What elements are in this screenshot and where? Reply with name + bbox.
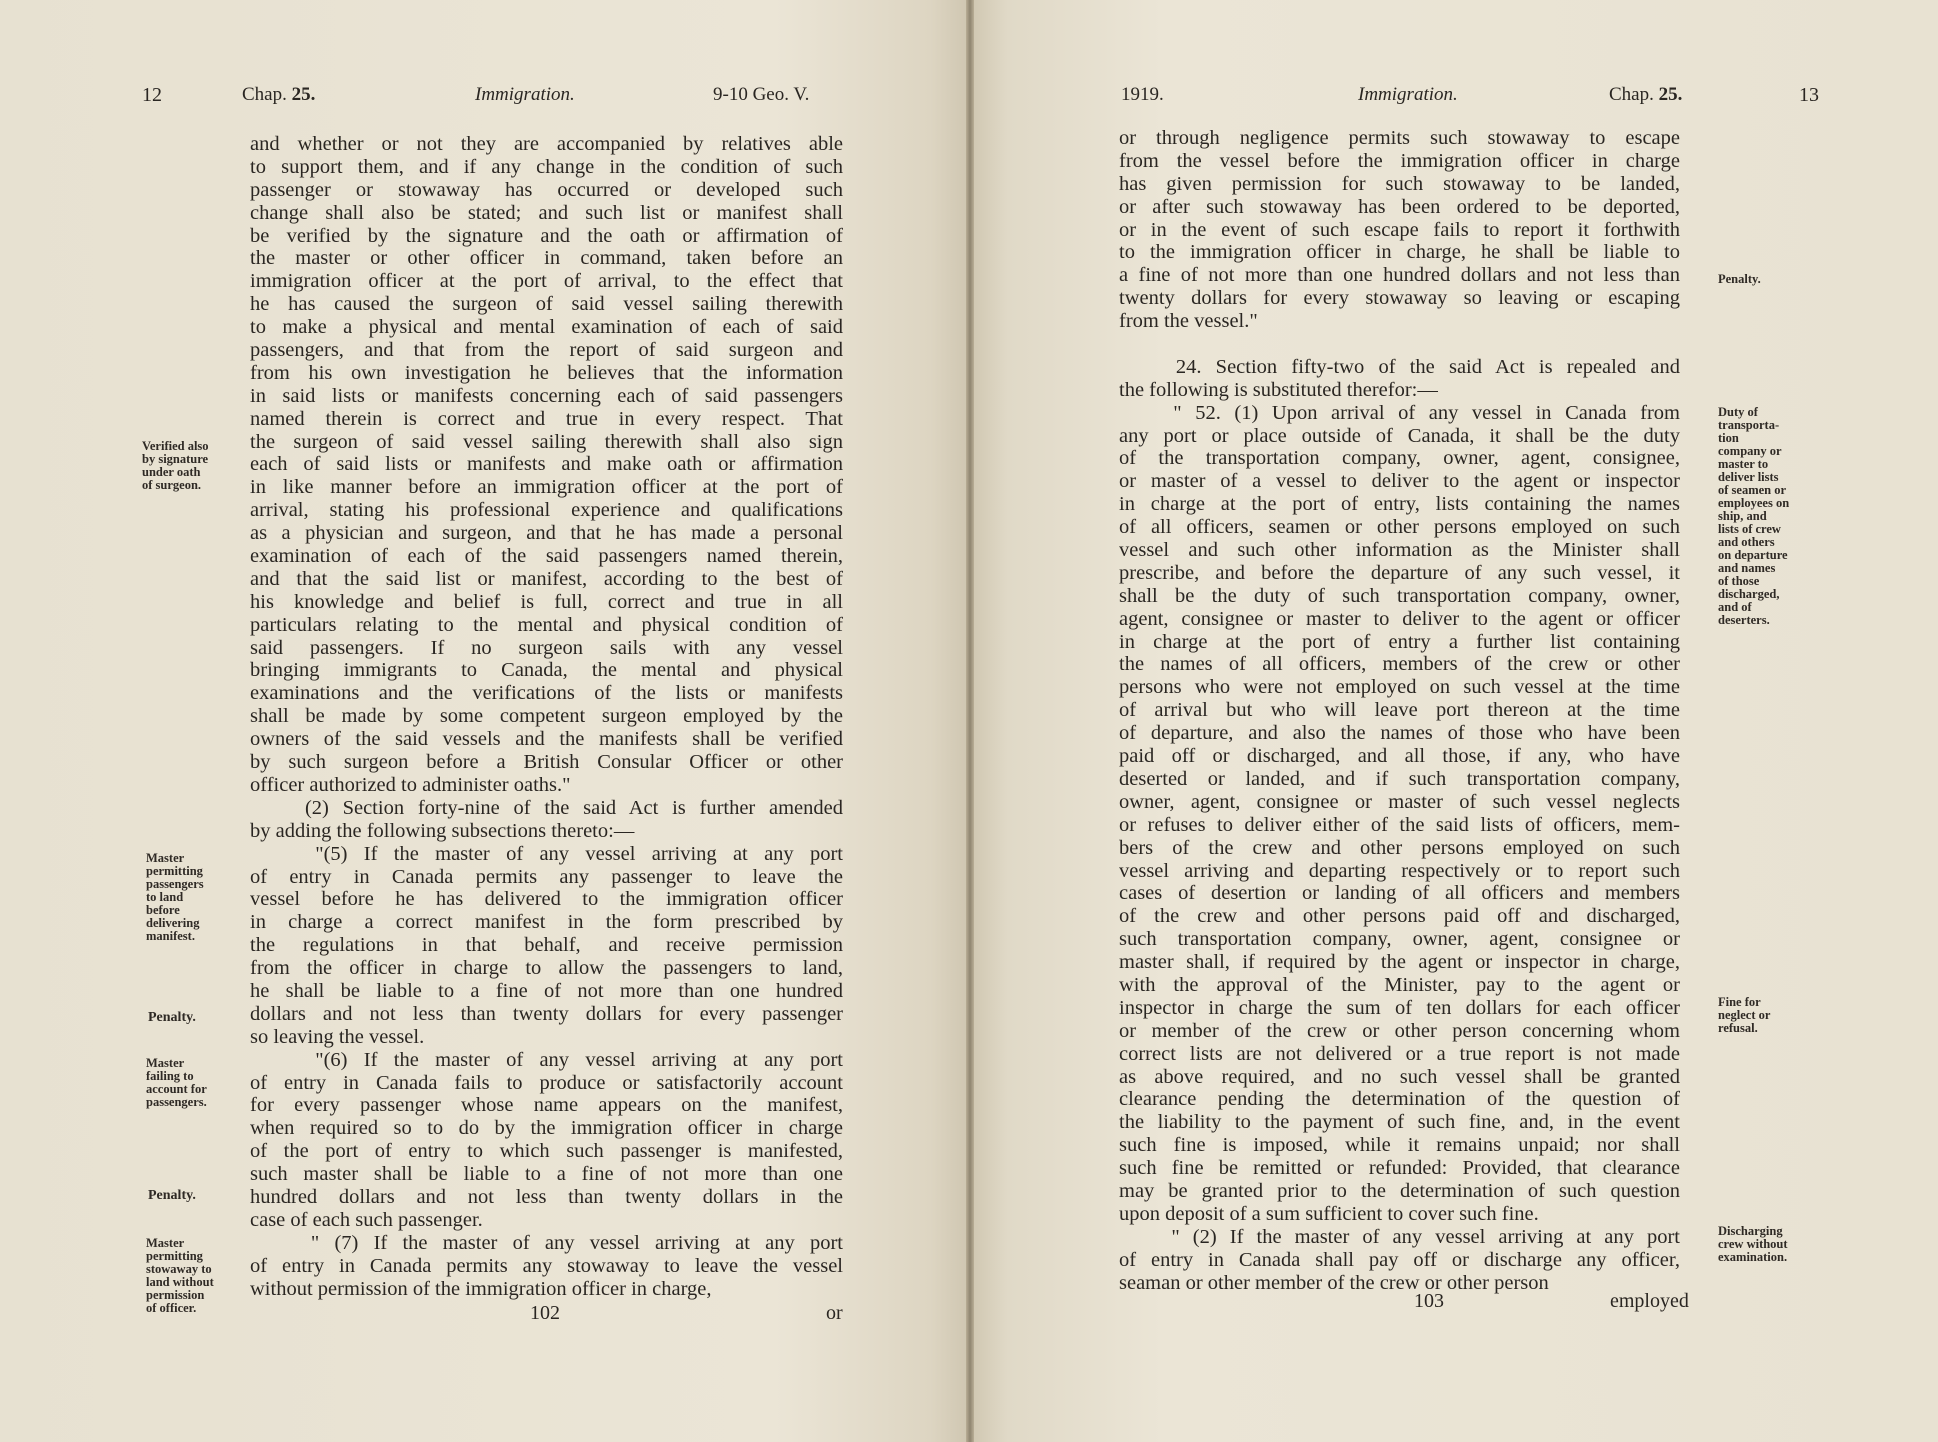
text-line: or in the event of such escape fails to report it forthwith	[1119, 218, 1680, 241]
text-line: master shall, if required by the agent or inspector in charge,	[1119, 951, 1680, 974]
side-note-line: deserters.	[1718, 613, 1770, 627]
side-note-line: Penalty.	[148, 1010, 196, 1025]
side-note-line: Discharging	[1718, 1224, 1783, 1238]
text-line: "(5) If the master of any vessel arriving at any port	[250, 842, 843, 865]
side-note-line: of seamen or	[1718, 483, 1787, 497]
side-note-line: ship, and	[1718, 509, 1767, 523]
text-line: or master of a vessel to deliver to the agent or inspector	[1119, 470, 1680, 493]
side-note-penalty-right	[1718, 273, 1761, 286]
side-note-line: discharged,	[1718, 587, 1780, 601]
text-line: any port or place outside of Canada, it shall be the duty	[1119, 424, 1680, 447]
text-line: seaman or other member of the crew or other person	[1119, 1271, 1549, 1294]
right-page	[969, 0, 1938, 1442]
text-line: of departure, and also the names of those who have been	[1119, 722, 1680, 745]
side-note-line: permission	[146, 1288, 205, 1302]
right-year: 1919.	[1121, 84, 1164, 105]
text-line: or after such stowaway has been ordered to be deported,	[1119, 195, 1680, 218]
text-line: clearance pending the determination of the question of	[1119, 1088, 1680, 1111]
text-line: has given permission for such stowaway to be landed,	[1119, 172, 1680, 195]
side-note-master-failing	[146, 1057, 207, 1109]
text-line: or through negligence permits such stowaway to escape	[1119, 127, 1680, 149]
text-line: may be granted prior to the determination of such question	[1119, 1179, 1680, 1202]
text-line: the liability to the payment of such fine, and, in the event	[1119, 1111, 1680, 1134]
side-note-verified	[142, 440, 209, 492]
text-line: vessel arriving and departing respectively or to report such	[1119, 859, 1680, 882]
text-line: of the transportation company, owner, agent, consignee,	[1119, 447, 1680, 470]
right-running-title: Immigration.	[1358, 84, 1458, 105]
text-line: he shall be liable to a fine of not more than one hundred	[250, 979, 843, 1002]
text-line: twenty dollars for every stowaway so leaving or escaping	[1119, 287, 1680, 310]
text-line: in like manner before an immigration officer at the port of	[250, 476, 843, 499]
side-note-line: stowaway to	[146, 1262, 212, 1276]
side-note-line: transporta-	[1718, 418, 1780, 432]
text-line: such fine is imposed, while it remains unpaid; nor shall	[1119, 1134, 1680, 1157]
text-line: prescribe, and before the departure of any such vessel, it	[1119, 561, 1680, 584]
side-note-line: before	[146, 903, 180, 917]
text-line: and whether or not they are accompanied by relatives able	[250, 133, 843, 155]
text-line: said passengers. If no surgeon sails with any vessel	[250, 636, 843, 659]
text-line: in charge at the port of entry a further list containing	[1119, 630, 1680, 653]
side-note-line: account for	[146, 1082, 207, 1096]
text-line: bringing immigrants to Canada, the mental and physical	[250, 659, 843, 682]
text-line: vessel before he has delivered to the immigration officer	[250, 888, 843, 911]
text-line: be verified by the signature and the oath or affirmation of	[250, 224, 843, 247]
book-gutter	[966, 0, 974, 1442]
side-note-line: examination.	[1718, 1250, 1788, 1264]
text-line: inspector in charge the sum of ten dollars for each officer	[1119, 996, 1680, 1019]
side-note-line: and names	[1718, 561, 1776, 575]
text-line: owners of the said vessels and the manifests shall be verified	[250, 728, 843, 751]
side-note-line: Master	[146, 1236, 185, 1250]
text-line: without permission of the immigration officer in charge,	[250, 1277, 712, 1300]
text-line: of entry in Canada shall pay off or discharge any officer,	[1119, 1248, 1680, 1271]
text-line: examination of each of the said passengers named therein,	[250, 545, 843, 568]
side-note-line: master to	[1718, 457, 1769, 471]
side-note-line: lists of crew	[1718, 522, 1781, 536]
text-line: or member of the crew or other person concerning whom	[1119, 1019, 1680, 1042]
text-line: of entry in Canada permits any passenger to leave the	[250, 865, 843, 888]
text-line: in charge at the port of entry, lists containing the names	[1119, 493, 1680, 516]
side-note-master-stowaway	[146, 1237, 214, 1315]
text-line: (2) Section forty-nine of the said Act is further amended	[250, 796, 843, 819]
side-note-line: employees on	[1718, 496, 1790, 510]
text-line: owner, agent, consignee or master of such vessel neglects	[1119, 790, 1680, 813]
text-line: agent, consignee or master to deliver to the agent or officer	[1119, 607, 1680, 630]
text-line: of the port of entry to which such passenger is manifested,	[250, 1140, 843, 1163]
text-line: 24. Section fifty-two of the said Act is repealed and	[1119, 355, 1680, 378]
text-line: and that the said list or manifest, according to the best of	[250, 567, 843, 590]
side-note-line: Fine for	[1718, 995, 1761, 1009]
text-line: of arrival but who will leave port thereon at the time	[1119, 699, 1680, 722]
text-line: immigration officer at the port of arrival, to the effect that	[250, 270, 843, 293]
side-note-line: delivering	[146, 916, 200, 930]
left-page-number: 12	[142, 84, 162, 106]
text-line: such transportation company, owner, agent, consignee or	[1119, 928, 1680, 951]
left-catchword: or	[826, 1302, 843, 1324]
text-line: case of each such passenger.	[250, 1208, 483, 1231]
side-note-line: manifest.	[146, 929, 195, 943]
text-line: of entry in Canada fails to produce or satisfactorily account	[250, 1071, 843, 1094]
text-line: " (2) If the master of any vessel arriving at any port	[1119, 1225, 1680, 1248]
text-line: deserted or landed, and if such transportation company,	[1119, 767, 1680, 790]
text-line: the surgeon of said vessel sailing therewith shall also sign	[250, 430, 843, 453]
text-line: the names of all officers, members of the crew or other	[1119, 653, 1680, 676]
side-note-line: land without	[146, 1275, 214, 1289]
text-line: officer authorized to administer oaths."	[250, 773, 571, 796]
left-folio: 102	[530, 1302, 560, 1324]
text-line: his knowledge and belief is full, correct and true in all	[250, 590, 843, 613]
text-line: arrival, stating his professional experience and qualifications	[250, 499, 843, 522]
text-line: to support them, and if any change in the condition of such	[250, 155, 843, 178]
side-note-line: refusal.	[1718, 1021, 1758, 1035]
left-chapter-label: Chap. 25.	[242, 84, 316, 105]
text-line: of the crew and other persons paid off and discharged,	[1119, 905, 1680, 928]
text-line: in charge a correct manifest in the form prescribed by	[250, 911, 843, 934]
text-line: "(6) If the master of any vessel arriving at any port	[250, 1048, 843, 1071]
text-line: the following is substituted therefor:—	[1119, 378, 1438, 401]
side-note-line: tion	[1718, 431, 1739, 445]
text-line: as a physician and surgeon, and that he has made a personal	[250, 522, 843, 545]
text-line: hundred dollars and not less than twenty dollars in the	[250, 1185, 843, 1208]
side-note-line: Duty of	[1718, 405, 1758, 419]
side-note-line: passengers.	[146, 1095, 207, 1109]
text-line: " 52. (1) Upon arrival of any vessel in Canada from	[1119, 401, 1680, 424]
text-line: paid off or discharged, and all those, if any, who have	[1119, 745, 1680, 768]
side-note-line: failing to	[146, 1069, 194, 1083]
text-line: such fine be remitted or refunded: Provided, that clearance	[1119, 1157, 1680, 1180]
text-line: cases of desertion or landing of all officers and members	[1119, 882, 1680, 905]
side-note-line: of surgeon.	[142, 478, 202, 492]
side-note-line: and others	[1718, 535, 1775, 549]
text-line: change shall also be stated; and such list or manifest shall	[250, 201, 843, 224]
side-note-duty	[1718, 406, 1789, 627]
left-running-title: Immigration.	[475, 84, 575, 105]
right-folio: 103	[1414, 1290, 1444, 1312]
text-line: " (7) If the master of any vessel arriving at any port	[250, 1231, 843, 1254]
right-chapter-label: Chap. 25.	[1609, 84, 1683, 105]
left-body-text	[250, 133, 843, 1300]
left-reign: 9-10 Geo. V.	[713, 84, 810, 105]
text-line: in said lists or manifests concerning each of said passengers	[250, 384, 843, 407]
text-line: by such surgeon before a British Consular Officer or other	[250, 751, 843, 774]
side-note-line: and of	[1718, 600, 1752, 614]
text-line: he has caused the surgeon of said vessel sailing therewith	[250, 293, 843, 316]
text-line: from the vessel."	[1119, 310, 1258, 333]
text-line: of entry in Canada permits any stowaway to leave the vessel	[250, 1254, 843, 1277]
text-line: from the vessel before the immigration officer in charge	[1119, 149, 1680, 172]
text-line: from his own investigation he believes that the information	[250, 361, 843, 384]
text-line: particulars relating to the mental and physical condition of	[250, 613, 843, 636]
text-line: for every passenger whose name appears on the manifest,	[250, 1094, 843, 1117]
side-note-line: permitting	[146, 864, 203, 878]
text-line: shall be the duty of such transportation company, owner,	[1119, 584, 1680, 607]
side-note-line: crew without	[1718, 1237, 1788, 1251]
text-line: named therein is correct and true in every respect. That	[250, 407, 843, 430]
text-line: persons who were not employed on such vessel at the time	[1119, 676, 1680, 699]
side-note-line: Master	[146, 1056, 185, 1070]
right-catchword: employed	[1610, 1290, 1689, 1312]
side-note-line: on departure	[1718, 548, 1788, 562]
text-line: passengers, and that from the report of said surgeon and	[250, 339, 843, 362]
side-note-line: company or	[1718, 444, 1782, 458]
side-note-line: Penalty.	[1718, 272, 1761, 286]
text-line: by adding the following subsections thereto:—	[250, 819, 635, 842]
side-note-line: of those	[1718, 574, 1760, 588]
side-note-line: neglect or	[1718, 1008, 1771, 1022]
text-line: to make a physical and mental examination of each of said	[250, 316, 843, 339]
text-line: or refuses to deliver either of the said lists of officers, mem-	[1119, 813, 1680, 836]
text-line: when required so to do by the immigration officer in charge	[250, 1117, 843, 1140]
right-page-number: 13	[1799, 84, 1819, 106]
text-line: passenger or stowaway has occurred or developed such	[250, 178, 843, 201]
side-note-fine	[1718, 996, 1770, 1035]
text-line: dollars and not less than twenty dollars for every passenger	[250, 1002, 843, 1025]
side-note-line: passengers	[146, 877, 204, 891]
text-line: shall be made by some competent surgeon employed by the	[250, 705, 843, 728]
side-note-master-permitting	[146, 852, 204, 943]
side-note-line: to land	[146, 890, 184, 904]
side-note-line: Verified also	[142, 439, 209, 453]
text-line: upon deposit of a sum sufficient to cover such fine.	[1119, 1202, 1539, 1225]
text-line: vessel and such other information as the Minister shall	[1119, 539, 1680, 562]
side-note-line: Master	[146, 851, 185, 865]
text-line: so leaving the vessel.	[250, 1025, 425, 1048]
right-body-text	[1119, 127, 1680, 1294]
side-note-line: under oath	[142, 465, 201, 479]
text-line	[1119, 333, 1680, 356]
side-note-line: Penalty.	[148, 1188, 196, 1203]
text-line: a fine of not more than one hundred dollars and not less than	[1119, 264, 1680, 287]
text-line: examinations and the verifications of the lists or manifests	[250, 682, 843, 705]
side-note-line: by signature	[142, 452, 209, 466]
text-line: of all officers, seamen or other persons employed on such	[1119, 516, 1680, 539]
text-line: such master shall be liable to a fine of not more than one	[250, 1163, 843, 1186]
text-line: the master or other officer in command, taken before an	[250, 247, 843, 270]
text-line: as above required, and no such vessel shall be granted	[1119, 1065, 1680, 1088]
text-line: bers of the crew and other persons employed on such	[1119, 836, 1680, 859]
text-line: the regulations in that behalf, and receive permission	[250, 934, 843, 957]
text-line: each of said lists or manifests and make oath or affirmation	[250, 453, 843, 476]
text-line: from the officer in charge to allow the passengers to land,	[250, 957, 843, 980]
side-note-line: of officer.	[146, 1301, 197, 1315]
text-line: correct lists are not delivered or a true report is not made	[1119, 1042, 1680, 1065]
side-note-discharging	[1718, 1225, 1788, 1264]
side-note-line: deliver lists	[1718, 470, 1779, 484]
side-note-penalty-1	[148, 1011, 196, 1024]
text-line: with the approval of the Minister, pay to the agent or	[1119, 973, 1680, 996]
side-note-line: permitting	[146, 1249, 203, 1263]
side-note-penalty-2	[148, 1189, 196, 1202]
text-line: to the immigration officer in charge, he shall be liable to	[1119, 241, 1680, 264]
